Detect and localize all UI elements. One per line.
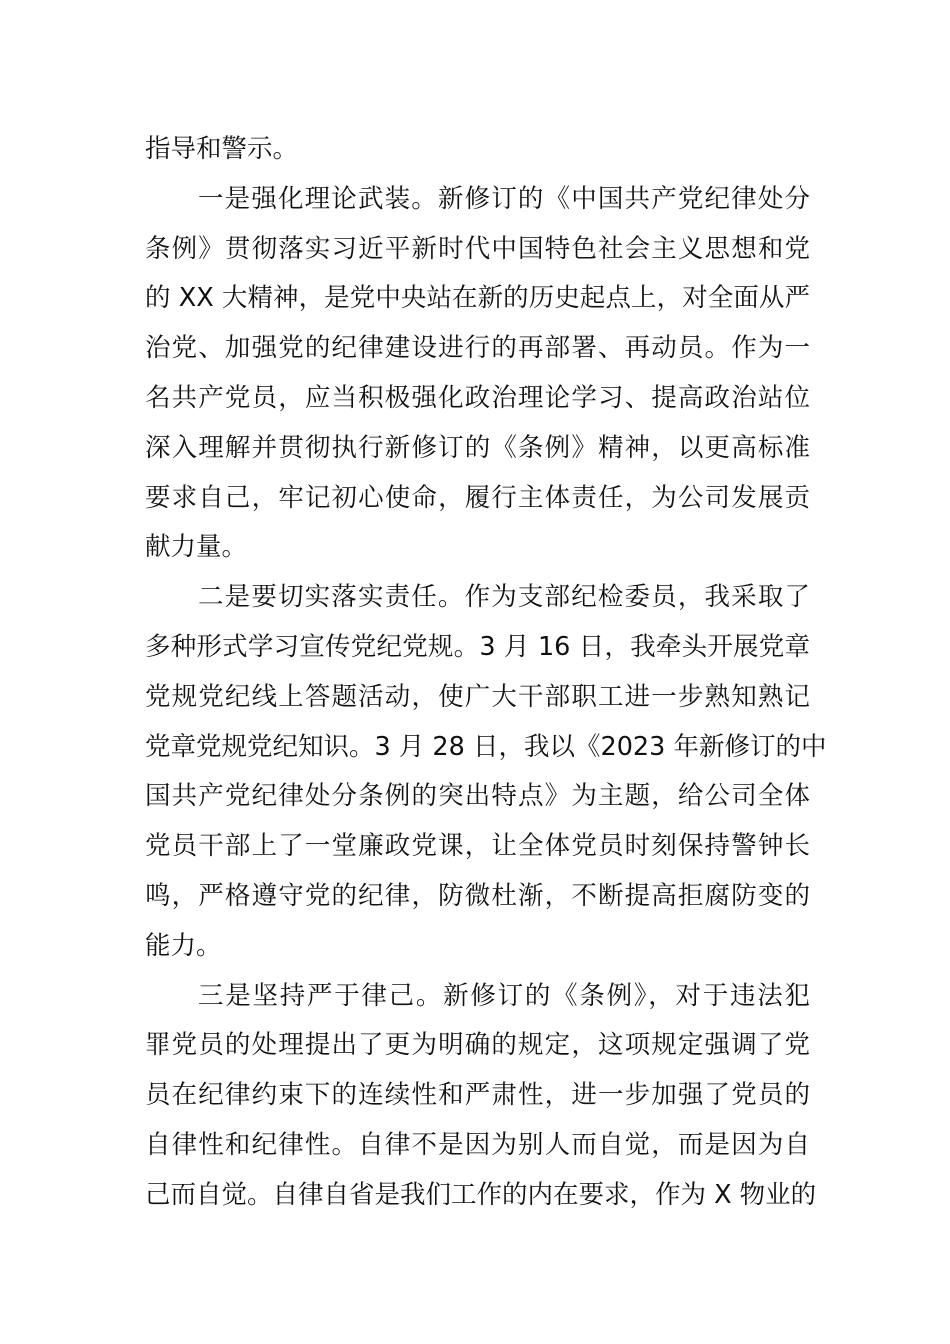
text-line: 指导和警示。 bbox=[145, 134, 299, 164]
text-line: 一是强化理论武装。新修订的《中国共产党纪律处分 bbox=[198, 183, 810, 214]
paragraph bbox=[145, 175, 810, 573]
text-line: 治党、加强党的纪律建设进行的再部署、再动员。作为一 bbox=[145, 333, 810, 364]
text-line: 鸣，严格遵守党的纪律，防微杜渐，不断提高拒腐防变的 bbox=[145, 880, 810, 911]
text-line: 党员干部上了一堂廉政党课，让全体党员时刻保持警钟长 bbox=[145, 831, 810, 862]
text-line: 自律性和纪律性。自律不是因为别人而自觉，而是因为自 bbox=[145, 1129, 810, 1160]
text-line: 能力。 bbox=[145, 930, 222, 961]
text-line: 名共产党员，应当积极强化政治理论学习、提高政治站位 bbox=[145, 382, 810, 413]
text-line: 员在纪律约束下的连续性和严肃性，进一步加强了党员的 bbox=[145, 1080, 810, 1111]
text-line: 罪党员的处理提出了更为明确的规定，这项规定强调了党 bbox=[145, 1030, 810, 1061]
text-line: 国共产党纪律处分条例的突出特点》为主题，给公司全体 bbox=[145, 781, 810, 812]
text-line: 条例》贯彻落实习近平新时代中国特色社会主义思想和党 bbox=[145, 233, 810, 264]
paragraph bbox=[145, 573, 827, 971]
document-body bbox=[145, 125, 827, 1221]
text-line: 深入理解并贯彻执行新修订的《条例》精神，以更高标准 bbox=[145, 432, 810, 463]
text-line: 多种形式学习宣传党纪党规。3 月 16 日，我牵头开展党章 bbox=[145, 631, 810, 662]
paragraph bbox=[145, 972, 817, 1221]
text-line: 党规党纪线上答题活动，使广大干部职工进一步熟知熟记 bbox=[145, 681, 810, 712]
text-line: 己而自觉。自律自省是我们工作的内在要求，作为 X 物业的 bbox=[145, 1179, 817, 1210]
text-line: 献力量。 bbox=[145, 532, 248, 563]
text-line: 三是坚持严于律己。新修订的《条例》，对于违法犯 bbox=[198, 980, 810, 1011]
paragraph bbox=[145, 125, 810, 175]
text-line: 二是要切实落实责任。作为支部纪检委员，我采取了 bbox=[198, 582, 810, 613]
text-line: 要求自己，牢记初心使命，履行主体责任，为公司发展贡 bbox=[145, 482, 810, 513]
text-line: 的 XX 大精神，是党中央站在新的历史起点上，对全面从严 bbox=[145, 283, 810, 314]
text-line: 党章党规党纪知识。3 月 28 日，我以《2023 年新修订的中 bbox=[145, 731, 827, 762]
